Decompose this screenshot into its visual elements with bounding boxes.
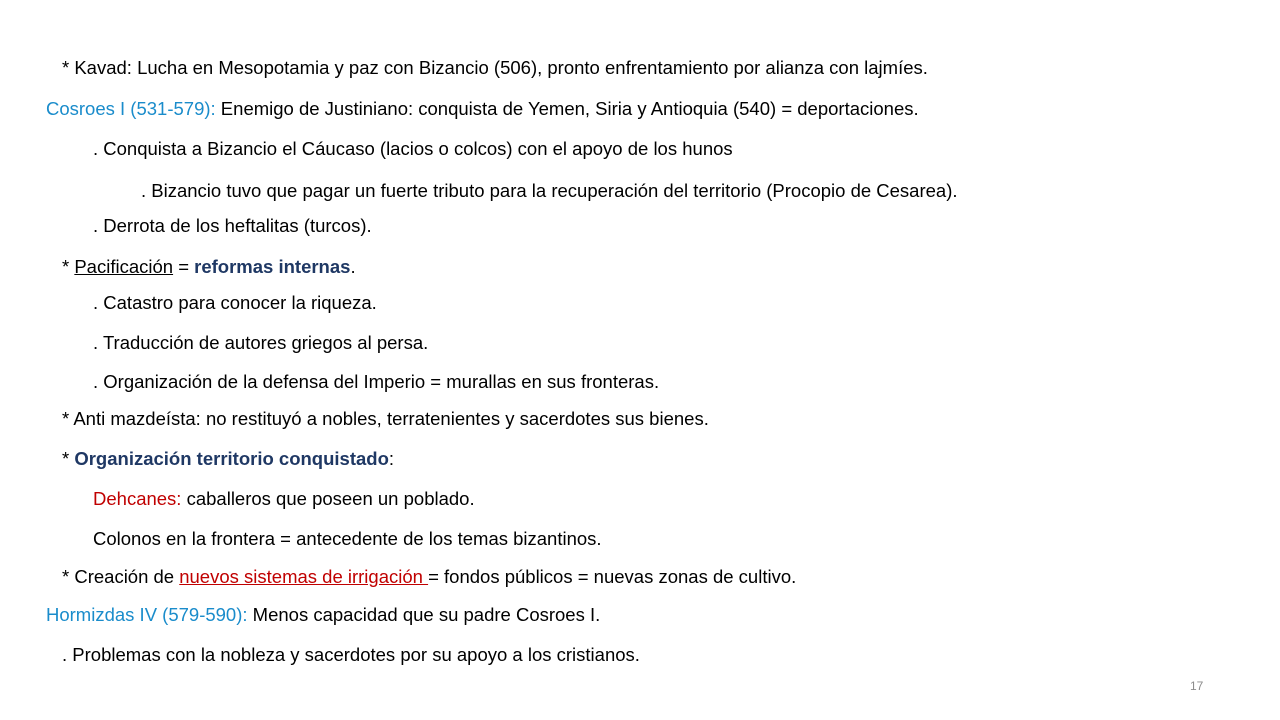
text-line-kavad (62, 57, 928, 79)
text-tributo: . Bizancio tuvo que pagar un fuerte tributo para la recuperación del territorio (Procopio de Cesarea). (141, 180, 958, 201)
text-organizacion: Organización territorio conquistado (74, 448, 389, 469)
text-defensa: . Organización de la defensa del Imperio = murallas en sus fronteras. (93, 371, 660, 392)
text-hormizdas: Menos capacidad que su padre Cosroes I. (247, 604, 601, 625)
text-traduccion: . Traducción de autores griegos al persa. (93, 332, 429, 353)
text-line-traduccion (93, 332, 428, 354)
text-line-organizacion (62, 448, 394, 470)
text-reformas: reformas internas (194, 256, 351, 277)
text-cosroes: Enemigo de Justiniano: conquista de Yemen, Siria y Antioquia (540) = deportaciones. (215, 98, 919, 119)
text-line-anti-mazdeista (62, 408, 709, 430)
text-line-pacificacion (62, 256, 356, 278)
text-colonos: Colonos en la frontera = antecedente de los temas bizantinos. (93, 528, 602, 549)
bullet: * (62, 256, 75, 277)
text-line-dehcanes (93, 488, 475, 510)
text-pacificacion: Pacificación (74, 256, 174, 277)
text-irrigacion: nuevos sistemas de irrigación (179, 566, 429, 587)
text-line-problemas (62, 644, 640, 666)
text-equals: = (173, 256, 195, 277)
text-line-tributo (141, 180, 958, 202)
text-line-caucaso (93, 138, 733, 160)
heading-cosroes: Cosroes I (531-579): (46, 98, 216, 119)
text-line-colonos (93, 528, 602, 550)
text-period: . (350, 256, 356, 277)
text-dehcanes: caballeros que poseen un poblado. (181, 488, 475, 509)
page-number: 17 (1190, 679, 1204, 693)
text-anti-mazdeista: * Anti mazdeísta: no restituyó a nobles, terratenientes y sacerdotes sus bienes. (62, 408, 709, 429)
text-line-hormizdas (46, 604, 600, 626)
text-creacion: * Creación de (62, 566, 180, 587)
text-problemas: . Problemas con la nobleza y sacerdotes por su apoyo a los cristianos. (62, 644, 640, 665)
text-line-irrigacion (62, 566, 796, 588)
text-caucaso: . Conquista a Bizancio el Cáucaso (lacios o colcos) con el apoyo de los hunos (93, 138, 733, 159)
text-line-cosroes (46, 98, 919, 120)
text-colon: : (388, 448, 395, 469)
text-line-defensa (93, 371, 659, 393)
text-kavad: * Kavad: Lucha en Mesopotamia y paz con Bizancio (506), pronto enfrentamiento por alianza con lajmíes. (62, 57, 928, 78)
text-fondos: = fondos públicos = nuevas zonas de cultivo. (428, 566, 797, 587)
heading-hormizdas: Hormizdas IV (579-590): (46, 604, 248, 625)
text-heftalitas: . Derrota de los heftalitas (turcos). (93, 215, 372, 236)
text-line-heftalitas (93, 215, 372, 237)
text-catastro: . Catastro para conocer la riqueza. (93, 292, 377, 313)
bullet: * (62, 448, 75, 469)
heading-dehcanes: Dehcanes: (93, 488, 182, 509)
text-line-catastro (93, 292, 377, 314)
